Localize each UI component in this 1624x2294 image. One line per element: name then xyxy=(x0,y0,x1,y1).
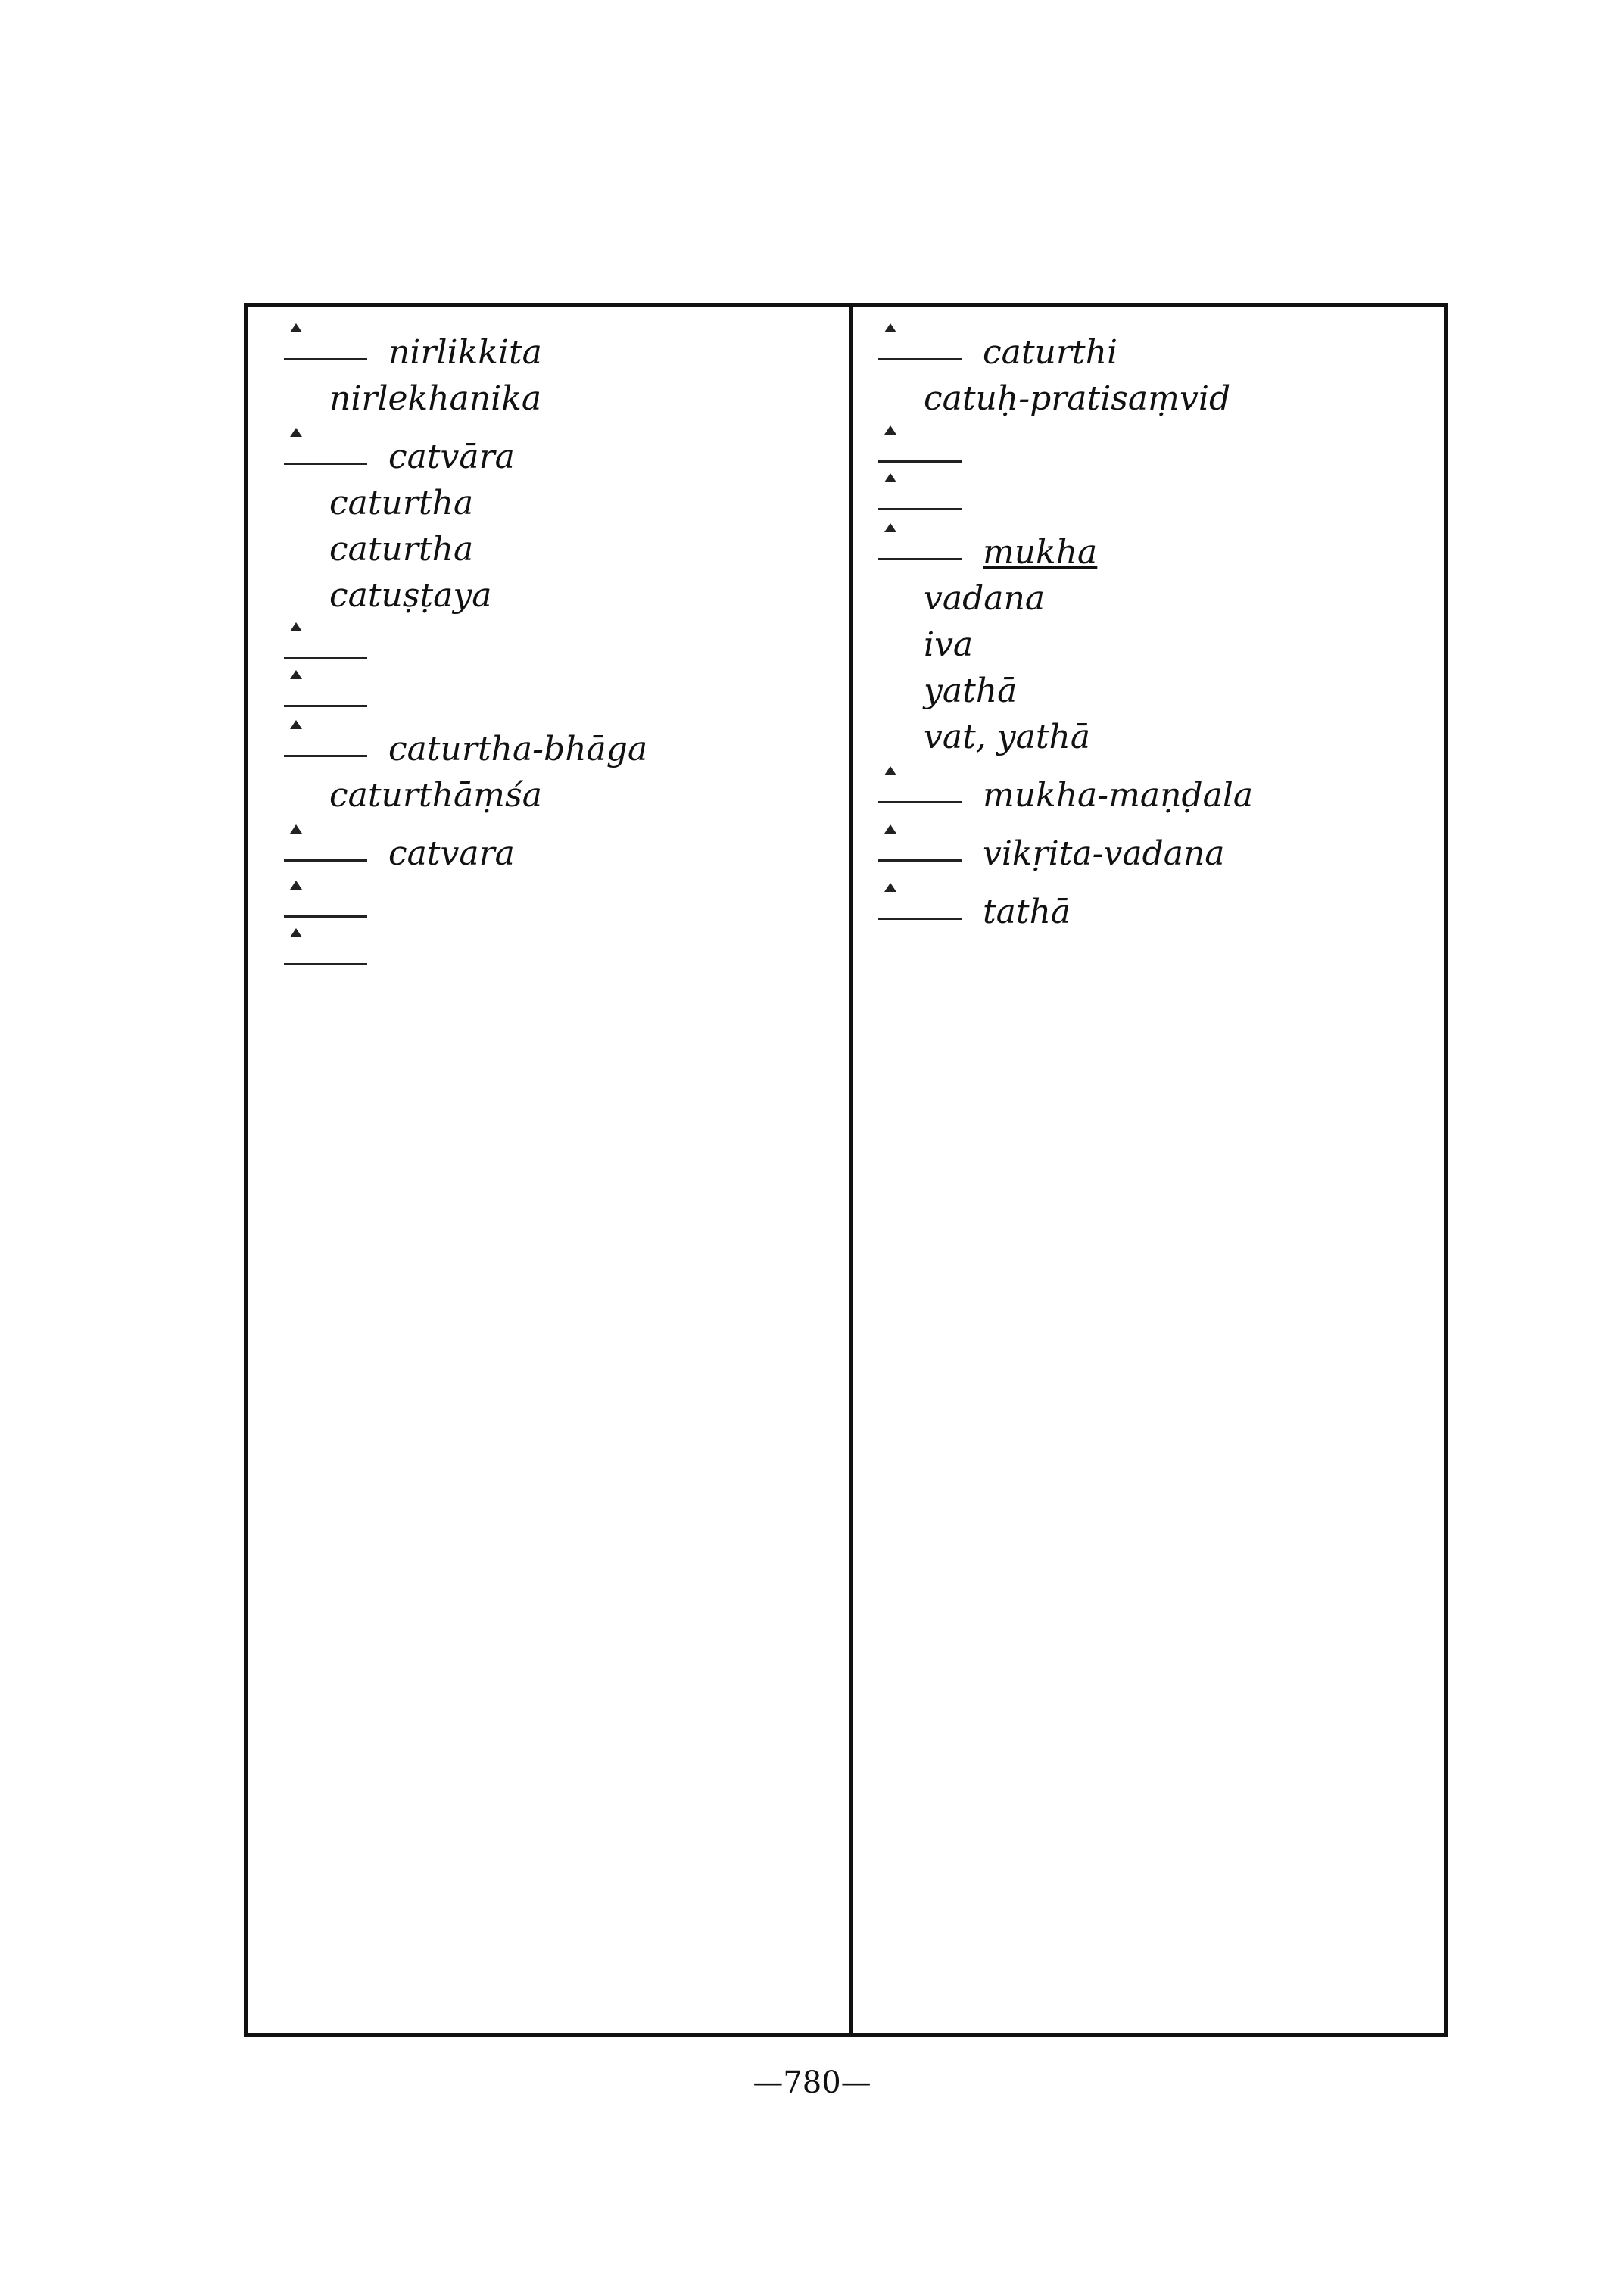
entry xyxy=(284,438,829,615)
sense-romanized: catuḥ-pratisaṃvid xyxy=(924,379,1231,418)
headword-romanized: caturtha-bhāga xyxy=(388,730,648,768)
tibetan-headword xyxy=(878,332,962,360)
tibetan-headword xyxy=(878,532,962,560)
sense-romanized: iva xyxy=(924,625,974,664)
left-column xyxy=(284,333,829,988)
entry xyxy=(878,893,1423,931)
entry xyxy=(284,940,829,968)
sense-romanized: vat, yathā xyxy=(924,718,1091,756)
entry xyxy=(878,438,1423,466)
tibetan-headword xyxy=(284,631,367,659)
tibetan-headword xyxy=(284,729,367,757)
sense-romanized: yathā xyxy=(924,672,1018,710)
tibetan-headword xyxy=(284,937,367,965)
entry xyxy=(284,634,829,662)
entry xyxy=(878,485,1423,513)
headword-romanized: tathā xyxy=(983,893,1071,931)
entry xyxy=(878,533,1423,756)
headword-romanized: vikṛita-vadana xyxy=(983,834,1225,873)
headword-romanized: mukha xyxy=(983,533,1098,572)
sense-romanized: vadana xyxy=(924,579,1046,618)
tibetan-headword xyxy=(284,437,367,465)
tibetan-headword xyxy=(284,679,367,707)
headword-romanized: catvara xyxy=(388,834,515,873)
entry xyxy=(878,776,1423,815)
entry xyxy=(284,893,829,921)
entry xyxy=(878,834,1423,873)
sense-romanized: caturtha xyxy=(329,530,474,569)
entry xyxy=(284,834,829,873)
column-divider xyxy=(849,306,853,2034)
tibetan-headword xyxy=(878,834,962,862)
entry xyxy=(284,730,829,815)
sense-romanized: caturtha xyxy=(329,484,474,522)
sense-romanized: catuṣṭaya xyxy=(329,576,492,615)
headword-romanized: catvāra xyxy=(388,438,515,476)
sense-romanized: caturthāṃśa xyxy=(329,776,542,815)
headword-romanized: caturthi xyxy=(983,333,1118,372)
page-number: —780— xyxy=(753,2065,871,2100)
sense-romanized: nirlekhanika xyxy=(329,379,542,418)
tibetan-headword xyxy=(878,892,962,920)
headword-romanized: mukha-maṇḍala xyxy=(983,776,1254,815)
right-column xyxy=(878,333,1423,951)
headword-romanized: nirlikkita xyxy=(388,333,542,372)
tibetan-headword xyxy=(878,775,962,803)
tibetan-headword xyxy=(878,482,962,510)
tibetan-headword xyxy=(878,435,962,463)
entry xyxy=(284,682,829,710)
tibetan-headword xyxy=(284,332,367,360)
entry xyxy=(284,333,829,418)
tibetan-headword xyxy=(284,834,367,862)
entry xyxy=(878,333,1423,418)
tibetan-headword xyxy=(284,890,367,918)
